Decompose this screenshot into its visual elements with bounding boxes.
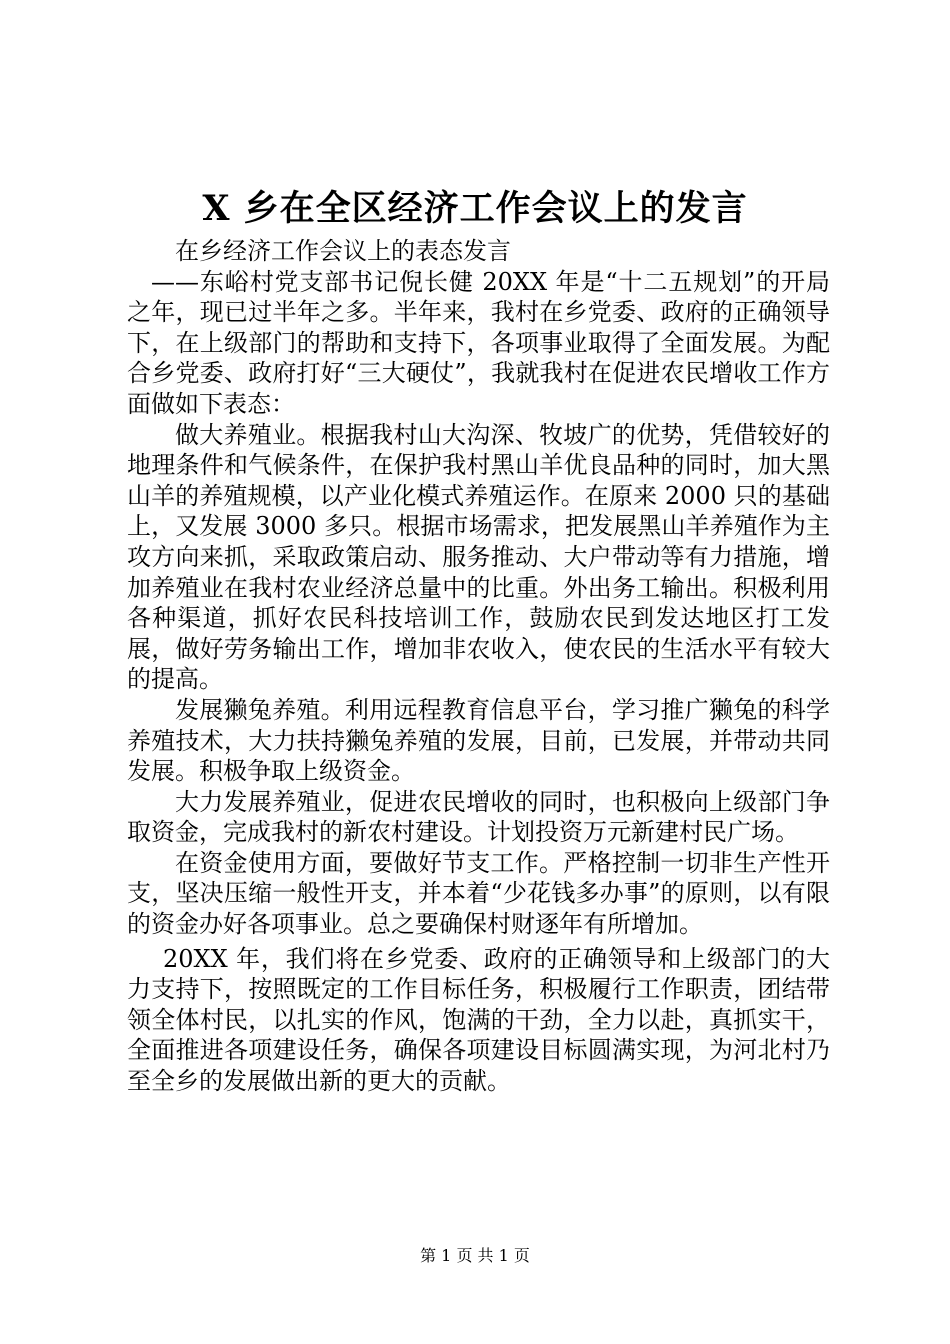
paragraph-funding: 大力发展养殖业，促进农民增收的同时，也积极向上级部门争取资金，完成我村的新农村建设。计划投资万元新建村民广场。 <box>127 787 830 847</box>
paragraph-intro: ——东峪村党支部书记倪长健 20XX 年是“十二五规划”的开局之年，现已过半年之多。半年来，我村在乡党委、政府的正确领导下，在上级部门的帮助和支持下，各项事业取得了全面发展。为配合乡党委、政府打好“三大硬仗”，我就我村在促进农民增收工作方面做如下表态： <box>127 267 830 418</box>
paragraph-rabbit: 发展獭兔养殖。利用远程教育信息平台，学习推广獭兔的科学养殖技术，大力扶持獭兔养殖的发展，目前，已发展，并带动共同发展。积极争取上级资金。 <box>127 695 830 786</box>
paragraph-subtitle: 在乡经济工作会议上的表态发言 <box>175 237 511 265</box>
document-body <box>127 236 830 1097</box>
document-title: X 乡在全区经济工作会议上的发言 <box>202 188 748 229</box>
paragraph-budget: 在资金使用方面，要做好节支工作。严格控制一切非生产性开支，坚决压缩一般性开支，并本着“少花钱多办事”的原则，以有限的资金办好各项事业。总之要确保村财逐年有所增加。 <box>127 848 830 939</box>
paragraph-livestock: 做大养殖业。根据我村山大沟深、牧坡广的优势，凭借较好的地理条件和气候条件，在保护我村黑山羊优良品种的同时，加大黑山羊的养殖规模，以产业化模式养殖运作。在原来 2000 只的基础上，又发展 3000 多只。根据市场需求，把发展黑山羊养殖作为主攻方向来抓，采取政策启动、服务推动、大户带动等有力措施，增加养殖业在我村农业经济总量中的比重。外出务工输出。积极利用各种渠道，抓好农民科技培训工作，鼓励农民到发达地区打工发展，做好劳务输出工作，增加非农收入，使农民的生活水平有较大的提高。 <box>127 420 830 694</box>
page-footer: 第 1 页 共 1 页 <box>420 1246 530 1265</box>
paragraph-conclusion: 20XX 年，我们将在乡党委、政府的正确领导和上级部门的大力支持下，按照既定的工作目标任务，积极履行工作职责，团结带领全体村民，以扎实的作风，饱满的干劲，全力以赴，真抓实干，全面推进各项建设任务，确保各项建设目标圆满实现，为河北村乃至全乡的发展做出新的更大的贡献。 <box>127 944 830 1096</box>
